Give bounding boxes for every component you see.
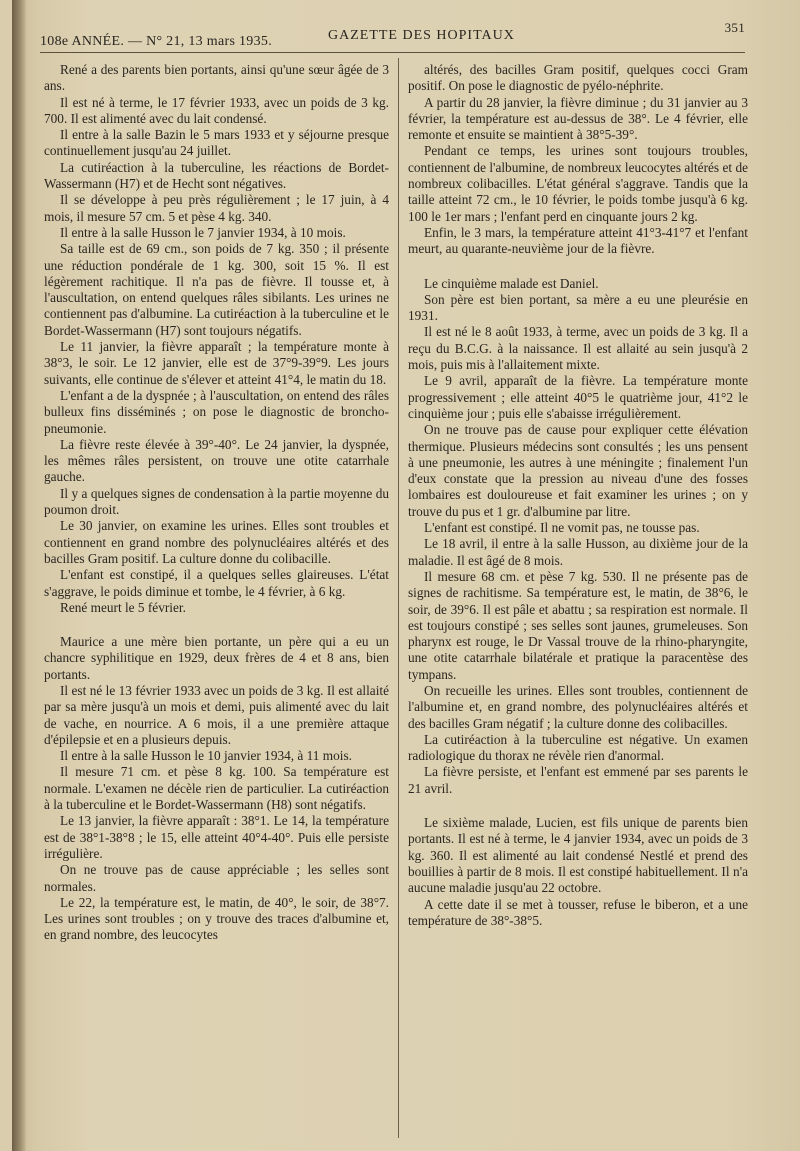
paragraph: Il est né le 13 février 1933 avec un poids de 3 kg. Il est allaité par sa mère jusqu'à un mois et demi, puis alimenté avec du lait de vache, en nourrice. A 6 mois, il a une première attaque d'épilepsie et en a plusieurs depuis. (44, 682, 389, 747)
column-divider (398, 58, 399, 1138)
paragraph: Pendant ce temps, les urines sont toujours troubles, contiennent de l'albumine, de nombreux leucocytes altérés et de nombreux colibacilles. L'état général s'aggrave. Tandis que la taille atteint 72 cm., le 10 février, le poids tombe jusqu'à 6 kg. 100 le 1er mars ; l'enfant perd en cinquante jours 2 kg. (408, 143, 748, 224)
paragraph: A cette date il se met à tousser, refuse le biberon, et a une température de 38°-38°5. (408, 896, 748, 928)
paragraph: Sa taille est de 69 cm., son poids de 7 kg. 350 ; il présente une réduction pondérale de 1 kg. 300, soit 15 %. Il est légèrement rachitique. Il n'a pas de fièvre. Il tousse et, à l'auscultation, on entend quelques râles sibilants. Les urines ne contiennent pas d'albumine. La cutiréaction à la tuberculine et le Bordet-Wassermann (H7) sont toujours négatifs. (44, 241, 389, 338)
paragraph: Il mesure 68 cm. et pèse 7 kg. 530. Il ne présente pas de signes de rachitisme. Sa température est, le matin, de 38°6, le soir, de 39°6. Il est pâle et abattu ; sa respiration est normale. Il est toujours constipé ; ses selles sont jaunes, grumeleuses. Son pharynx est rouge, le Dr Vassal trouve de la rhino-pharyngite, une otite catarrhale bilatérale et pratique la paracentèse des tympans. (408, 568, 748, 682)
paragraph: La cutiréaction à la tuberculine est négative. Un examen radiologique du thorax ne révèle rien d'anormal. (408, 731, 748, 764)
paragraph: La cutiréaction à la tuberculine, les réactions de Bordet-Wassermann (H7) et de Hecht sont négatives. (44, 159, 389, 192)
paragraph: L'enfant est constipé. Il ne vomit pas, ne tousse pas. (424, 520, 700, 536)
paragraph: A partir du 28 janvier, la fièvre diminue ; du 31 janvier au 3 février, la température est au-dessus de 38°. Le 4 février, elle remonte et ensuite se maintient à 38°5-39°. (408, 94, 748, 143)
paragraph: Le 22, la température est, le matin, de 40°, le soir, de 38°7. Les urines sont troubles ; on y trouve des traces d'albumine et, en grand nombre, des leucocytes (44, 894, 389, 943)
paragraph: La fièvre persiste, et l'enfant est emmené par ses parents le 21 avril. (408, 764, 748, 796)
paragraph: Le 13 janvier, la fièvre apparaît : 38°1. Le 14, la température est de 38°1-38°8 ; le 15, elle atteint 40°4-40°. Puis elle persiste irrégulière. (44, 813, 389, 861)
journal-title: GAZETTE DES HOPITAUX (328, 28, 515, 43)
paragraph: altérés, des bacilles Gram positif, quelques cocci Gram positif. On pose le diagnostic de pyélo-néphrite. (408, 62, 748, 94)
paragraph: René meurt le 5 février. (60, 599, 186, 615)
issue-info: 108e ANNÉE. — N° 21, 13 mars 1935. (40, 34, 272, 49)
paragraph: Il est né à terme, le 17 février 1933, avec un poids de 3 kg. 700. Il est alimenté avec du lait condensé. (44, 94, 389, 126)
paragraph: Son père est bien portant, sa mère a eu une pleurésie en 1931. (408, 291, 748, 324)
paragraph: La fièvre reste élevée à 39°-40°. Le 24 janvier, la dyspnée, les mêmes râles persistent, on trouve une otite catarrhale gauche. (44, 436, 389, 485)
paragraph: Il entre à la salle Bazin le 5 mars 1933 et y séjourne presque continuellement jusqu'au 24 juillet. (44, 127, 389, 159)
paragraph: Le 11 janvier, la fièvre apparaît ; la température monte à 38°3, le soir. Le 12 janvier, elle est de 37°9-39°9. Les jours suivants, elle continue de s'élever et atteint 41°4, le matin du 18. (44, 339, 389, 387)
paragraph: On recueille les urines. Elles sont troubles, contiennent de l'albumine et, en grand nombre, des polynucléaires altérés et des bacilles Gram négatif ; la culture donne des colibacilles. (408, 682, 748, 731)
paragraph: L'enfant a de la dyspnée ; à l'auscultation, on entend des râles bulleux fins disséminés ; on pose le diagnostic de broncho-pneumonie. (44, 387, 389, 436)
paragraph: Il entre à la salle Husson le 10 janvier 1934, à 11 mois. (60, 748, 352, 764)
paragraph: Il est né le 8 août 1933, à terme, avec un poids de 3 kg. Il a reçu du B.C.G. à la naissance. Il est allaité au sein jusqu'à 2 mois, puis mis à l'allaitement mixte. (408, 324, 748, 373)
paragraph: L'enfant est constipé, il a quelques selles glaireuses. L'état s'aggrave, le poids diminue et tombe, le 4 février, à 6 kg. (44, 567, 389, 599)
paragraph: Il mesure 71 cm. et pèse 8 kg. 100. Sa température est normale. L'examen ne décèle rien de particulier. La cutiréaction à la tuberculine et le Bordet-Wassermann (H8) sont négatifs. (44, 764, 389, 813)
paragraph: Le sixième malade, Lucien, est fils unique de parents bien portants. Il est né à terme, le 4 janvier 1934, avec un poids de 3 kg. 360. Il est alimenté au lait condensé Nestlé et prend des bouillies à partir de 8 mois. Il est constipé habituellement. Il n'a aucune maladie jusqu'au 22 octobre. (408, 815, 748, 896)
page-header (40, 20, 745, 54)
right-column (408, 62, 748, 929)
paragraph: Enfin, le 3 mars, la température atteint 41°3-41°7 et l'enfant meurt, au quarante-neuvième jour de la fièvre. (408, 224, 748, 257)
paragraph: On ne trouve pas de cause appréciable ; les selles sont normales. (44, 862, 389, 894)
paragraph: Le cinquième malade est Daniel. (424, 275, 599, 291)
paragraph: Il se développe à peu près régulièrement ; le 17 juin, à 4 mois, il mesure 57 cm. 5 et pèse 4 kg. 340. (44, 192, 389, 224)
paragraph: René a des parents bien portants, ainsi qu'une sœur âgée de 3 ans. (44, 62, 389, 94)
paragraph: Il y a quelques signes de condensation à la partie moyenne du poumon droit. (44, 485, 389, 518)
binding-gutter (12, 0, 26, 1151)
left-column (44, 62, 389, 944)
paragraph: Le 30 janvier, on examine les urines. Elles sont troubles et contiennent en grand nombre des polynucléaires altérés et des bacilles Gram positif. La culture donne du colibacille. (44, 518, 389, 566)
paragraph: Maurice a une mère bien portante, un père qui a eu un chancre syphilitique en 1929, deux frères de 4 et 8 ans, bien portants. (44, 634, 389, 682)
paragraph: Il entre à la salle Husson le 7 janvier 1934, à 10 mois. (60, 224, 346, 240)
paragraph: Le 18 avril, il entre à la salle Husson, au dixième jour de la maladie. Il est âgé de 8 mois. (408, 536, 748, 568)
page-number: 351 (724, 20, 745, 35)
paragraph: On ne trouve pas de cause pour expliquer cette élévation thermique. Plusieurs médecins sont consultés ; les uns pensent à une pneumonie, les autres à une méningite ; finalement l'un d'eux constate que la pression au niveau d'une des fosses lombaires est douloureuse et fait examiner les urines ; on y trouve du pus et 1 gr. d'albumine par litre. (408, 422, 748, 519)
paragraph: Le 9 avril, apparaît de la fièvre. La température monte progressivement ; elle atteint 40°5 le quatrième jour, 41°2 le cinquième jour ; puis elle s'abaisse irrégulièrement. (408, 373, 748, 421)
header-rule (40, 52, 745, 53)
